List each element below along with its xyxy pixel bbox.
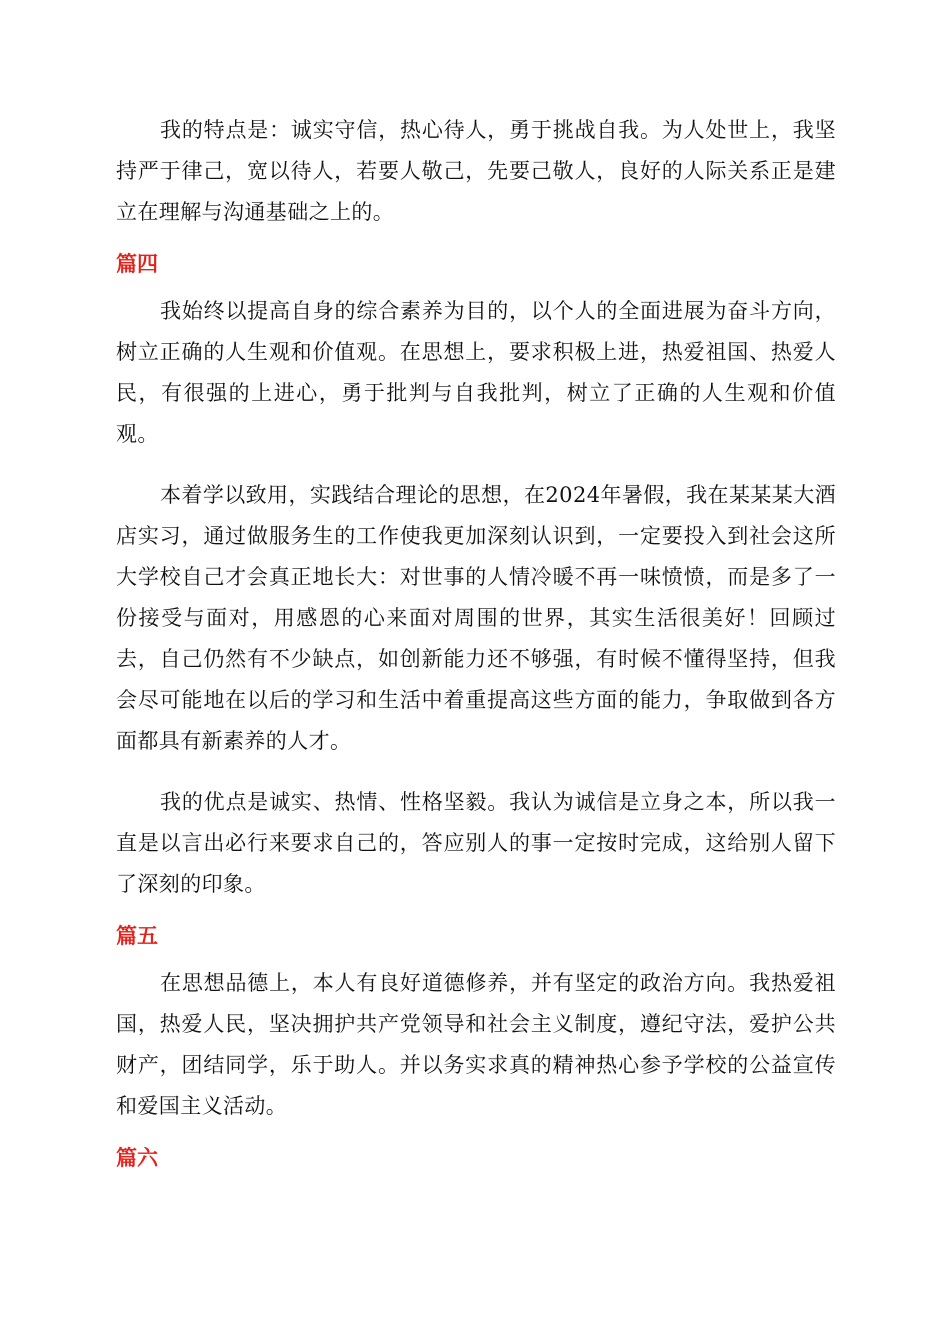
paragraph-morality: 在思想品德上，本人有良好道德修养，并有坚定的政治方向。我热爱祖国，热爱人民，坚决拥护共产党领导和社会主义制度，遵纪守法，爱护公共财产，团结同学，乐于助人。并以务实求真的精神热心参予学校的公益宣传和爱国主义活动。 <box>116 971 836 1118</box>
section-heading-6: 篇六 <box>116 1146 158 1170</box>
paragraph-self-improvement: 我始终以提高自身的综合素养为目的，以个人的全面进展为奋斗方向，树立正确的人生观和价值观。在思想上，要求积极上进，热爱祖国、热爱人民，有很强的上进心，勇于批判与自我批判，树立了正确的人生观和价值观。 <box>116 299 836 446</box>
document-page <box>116 110 836 1179</box>
section-heading-5: 篇五 <box>116 924 158 948</box>
paragraph-traits: 我的特点是：诚实守信，热心待人，勇于挑战自我。为人处世上，我坚持严于律己，宽以待人，若要人敬己，先要己敬人，良好的人际关系正是建立在理解与沟通基础之上的。 <box>116 118 836 224</box>
section-heading-4: 篇四 <box>116 252 158 276</box>
paragraph-internship: 本着学以致用，实践结合理论的思想，在2024年暑假，我在某某某大酒店实习，通过做服务生的工作使我更加深刻认识到，一定要投入到社会这所大学校自己才会真正地长大：对世事的人情冷暖不再一味愤愤，而是多了一份接受与面对，用感恩的心来面对周围的世界，其实生活很美好！回顾过去，自己仍然有不少缺点，如创新能力还不够强，有时候不懂得坚持，但我会尽可能地在以后的学习和生活中着重提高这些方面的能力，争取做到各方面都具有新素养的人才。 <box>116 483 836 753</box>
paragraph-strengths: 我的优点是诚实、热情、性格坚毅。我认为诚信是立身之本，所以我一直是以言出必行来要求自己的，答应别人的事一定按时完成，这给别人留下了深刻的印象。 <box>116 790 836 896</box>
